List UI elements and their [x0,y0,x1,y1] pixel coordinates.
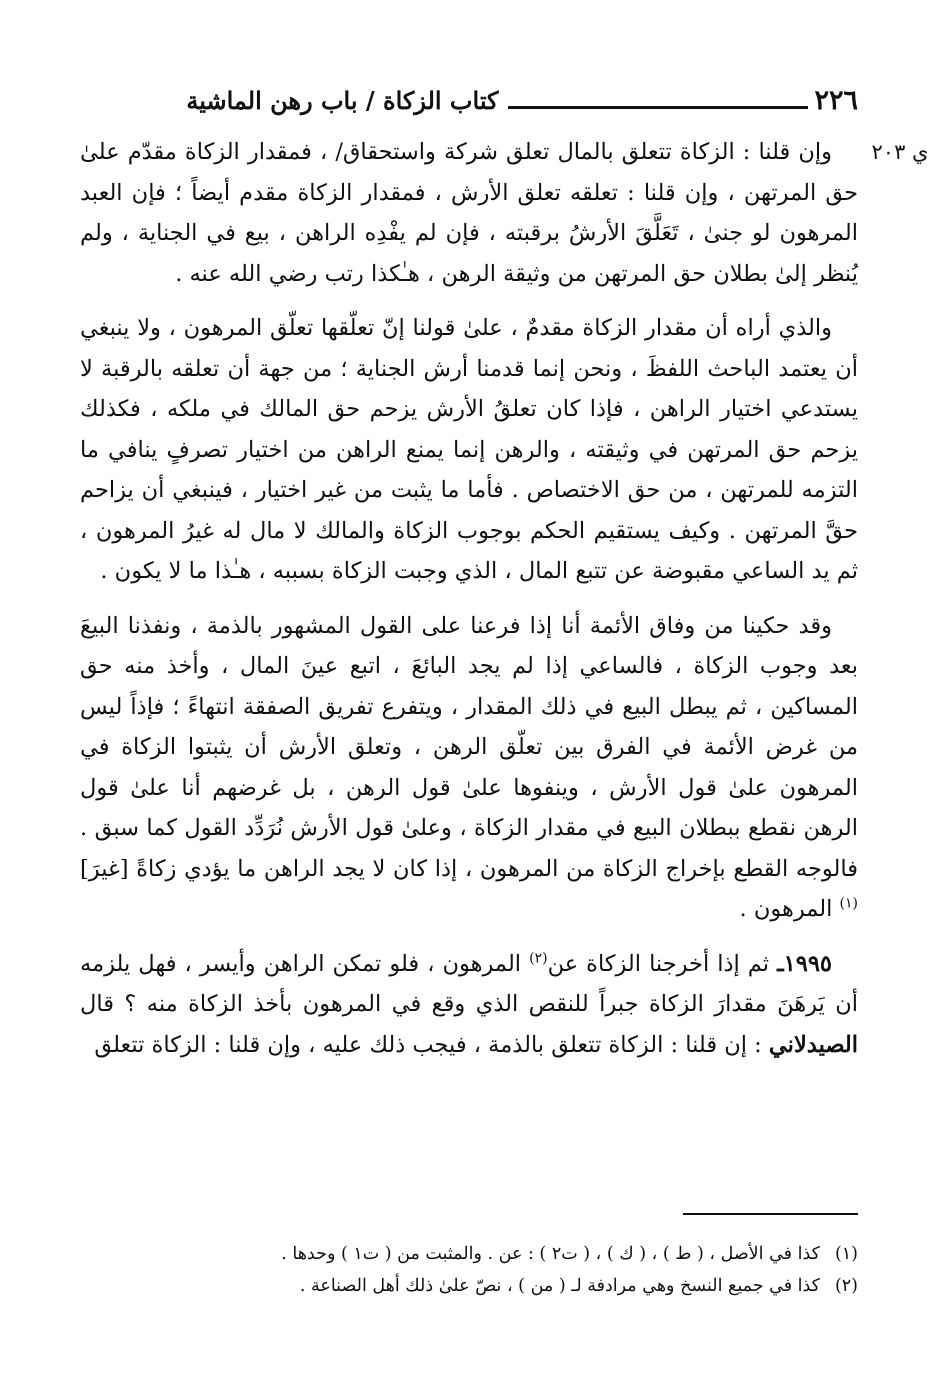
cited-scholar-name: الصيدلاني [768,1031,858,1058]
paragraph-1: وإن قلنا : الزكاة تتعلق بالمال تعلق شركة واستحقاق/ ، فمقدار الزكاة مقدّم علىٰ حق المرتهن ، وإن قلنا : تعلقه تعلق الأرش ، فمقدار الزكاة مقدم أيضاً ؛ فإن العبد المرهون لو جنىٰ ، تَعَلَّقَ الأرشُ برقبته ، فإن لم يفْدِه الراهن ، بيع في الجناية ، ولم يُنظر إلىٰ بطلان حق المرتهن من وثيقة الرهن ، هـٰكذا رتب رضي الله عنه . [80,139,858,287]
running-header [80,80,858,120]
book-title: كتاب الزكاة / باب رهن الماشية [186,85,499,115]
footnote-text: كذا في الأصل ، ( ط ) ، ( ك ) ، ( ت٢ ) : عن . والمثبت من ( ت١ ) وحدها . [281,1244,820,1264]
issue-number: ١٩٩٥ـ [777,950,833,977]
footnote-number: (١) [834,1244,858,1264]
manuscript-folio-note: ي ٢٠٣ [871,140,929,164]
footnote-separator [683,1213,858,1215]
footnote-1 [150,1238,858,1270]
paragraph-3-text: وقد حكينا من وفاق الأئمة أنا إذا فرعنا على القول المشهور بالذمة ، ونفذنا البيعَ بعد وجوب الزكاة ، فالساعي إذا لم يجد البائعَ ، اتبع عينَ المال ، وأخذ منه حق المساكين ، ثم يبطل البيع في ذلك المقدار ، ويتفرع تفريق الصفقة انتهاءً ؛ فإذاً ليس من غرض الأئمة في الفرق بين تعلّق الرهن ، وتعلق الأرش أن يثبتوا الزكاة في المرهون علىٰ قول الأرش ، وينفوها علىٰ قول الرهن ، بل غرضهم أنا علىٰ قول الرهن نقطع ببطلان البيع في مقدار الزكاة ، وعلىٰ قول الأرش نُرَدِّد القول كما سبق . فالوجه القطع بإخراج الزكاة من المرهون ، إذا كان لا يجد الراهن ما يؤدي زكاةً [غيرَ] [80,612,858,882]
paragraph-4-text-end: : إن قلنا : الزكاة تتعلق بالذمة ، فيجب ذلك عليه ، وإن قلنا : الزكاة تتعلق [94,1031,769,1058]
header-rule [508,106,808,109]
page-number: ٢٢٦ [814,84,858,116]
paragraph-4 [80,944,858,1066]
footnote-number: (٢) [834,1276,858,1296]
paragraph-3-text-end: المرهون . [739,896,840,922]
paragraph-2: والذي أراه أن مقدار الزكاة مقدمٌ ، علىٰ قولنا إنّ تعلّقها تعلّق المرهون ، ولا ينبغي أن يعتمد الباحث اللفظَ ، ونحن إنما قدمنا أرش الجناية ؛ من جهة أن تعلقه بالرقبة لا يستدعي اختيار الراهن ، فإذا كان تعلقُ الأرش يزحم حق المالك في ملكه ، فكذلك يزحم حق المرتهن في وثيقته ، والرهن إنما يمنع الراهن من اختيار تصرفٍ ينافي ما التزمه للمرتهن ، من حق الاختصاص . فأما ما يثبت من غير اختيار ، فينبغي أن يزاحم حقَّ المرتهن . وكيف يستقيم الحكم بوجوب الزكاة والمالك لا مال له غيرُ المرهون ، ثم يد الساعي مقبوضة عن تتبع المال ، الذي وجبت الزكاة بسببه ، هـٰذا ما لا يكون . [80,315,858,584]
main-text [80,132,858,1065]
footnote-ref-1: (١) [839,895,858,912]
footnotes [150,1238,858,1302]
footnote-2 [150,1270,858,1302]
footnote-text: كذا في جميع النسخ وهي مرادفة لـ ( من ) ، نصّ علىٰ ذلك أهل الصناعة . [299,1276,820,1296]
paragraph-4-text-mid: المرهون ، فلو تمكن الراهن وأيسر ، فهل يلزمه أن يَرهَنَ مقدارَ الزكاة جبراً للنقص الذي وقع في المرهون بأخذ الزكاة منه ؟ قال [80,950,858,1017]
paragraph-3 [80,606,858,930]
footnote-ref-2: (٢) [529,950,548,966]
paragraph-4-text: ثم إذا أخرجنا الزكاة عن [547,950,778,977]
